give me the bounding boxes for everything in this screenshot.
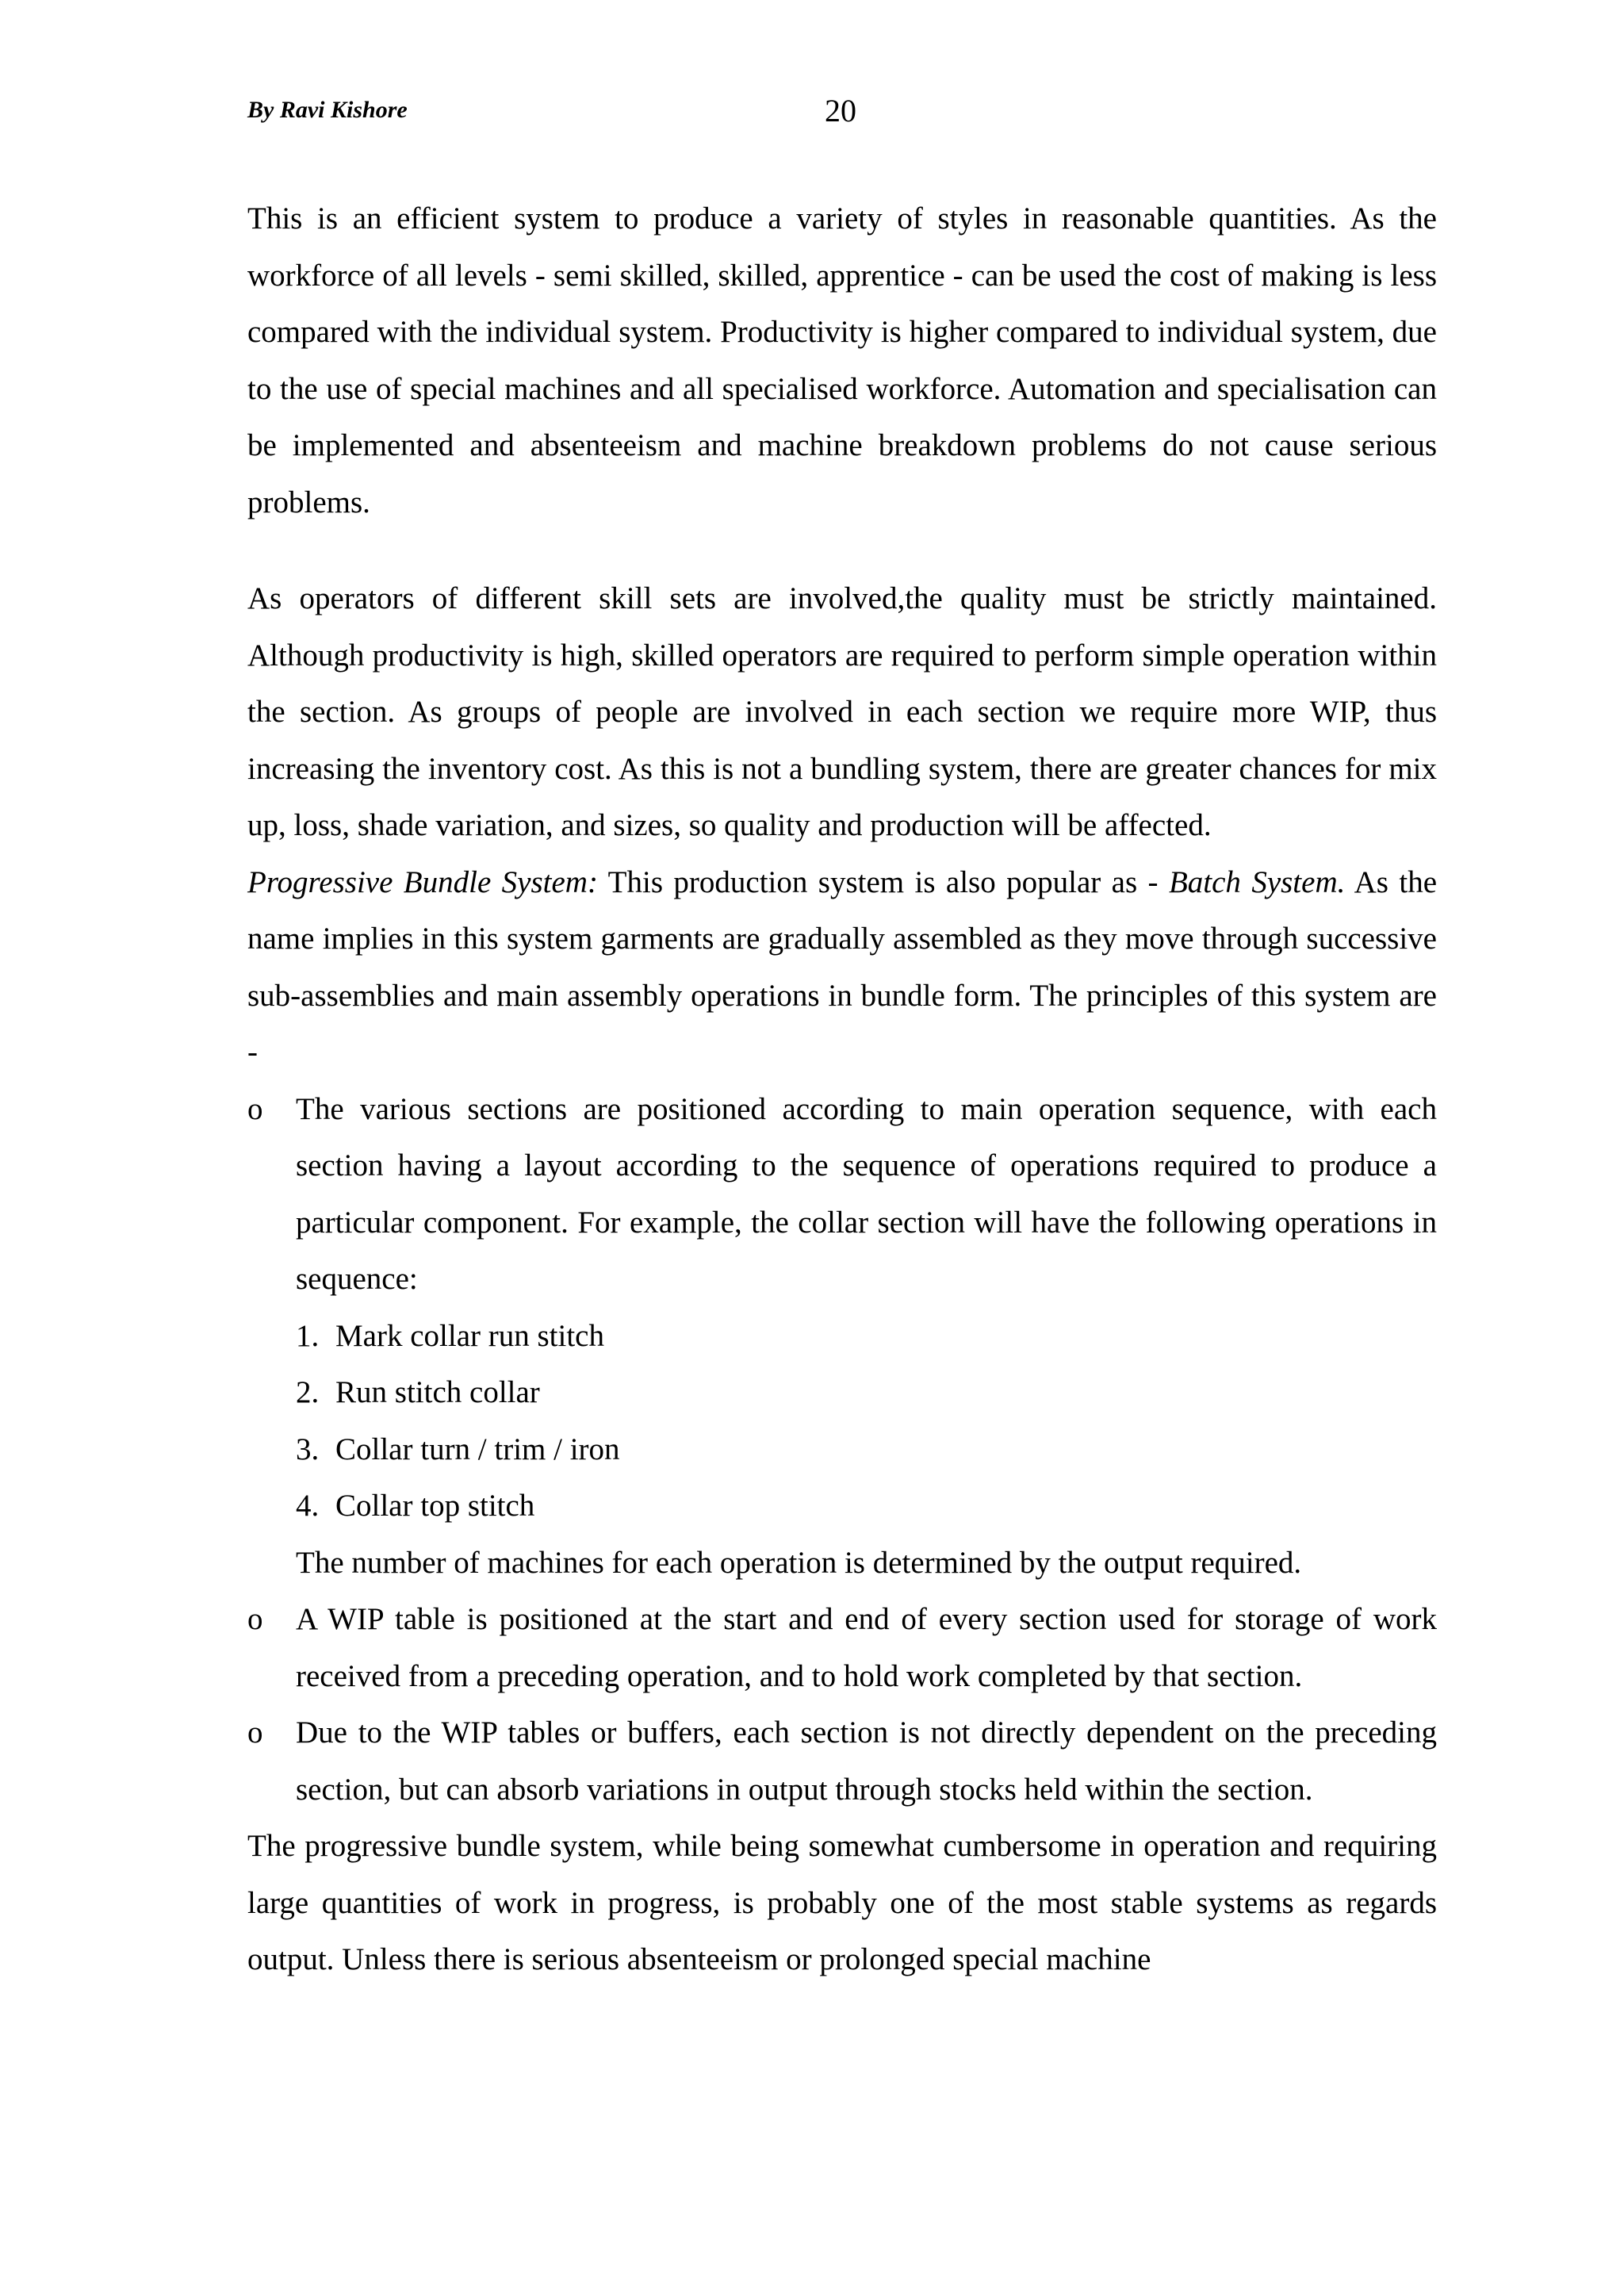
paragraph-progressive-bundle: [247, 854, 1437, 1081]
bullet-text: Due to the WIP tables or buffers, each section is not directly dependent on the preceding section, but can absorb variations in output through stocks held within the section.: [296, 1715, 1437, 1807]
bullet-sections-text: The various sections are positioned according to main operation sequence, with each section having a layout according to the sequence of operations required to produce a particular component. For example, the collar section will have the following operations in sequence:: [296, 1091, 1437, 1296]
bullet-mark: o: [247, 1715, 263, 1750]
header-author: By Ravi Kishore: [247, 97, 408, 123]
bullet-item-sections: [247, 1081, 1437, 1592]
paragraph-efficiency: This is an efficient system to produce a variety of styles in reasonable quantities. As the workforce of all levels - semi skilled, skilled, apprentice - can be used the cost of making is less compared with the individual system. Productivity is higher compared to individual system, due to the use of special machines and all specialised workforce. Automation and specialisation can be implemented and absenteeism and machine breakdown problems do not cause serious problems.: [247, 201, 1437, 519]
list-item-number: 3.: [296, 1432, 320, 1466]
list-item-number: 1.: [296, 1318, 320, 1353]
list-item-number: 2.: [296, 1375, 320, 1409]
list-item-text: Mark collar run stitch: [335, 1318, 604, 1353]
page-number: 20: [825, 93, 856, 128]
list-item-text: Collar top stitch: [335, 1489, 535, 1523]
bullet-mark: o: [247, 1091, 263, 1126]
paragraph-gap: [247, 531, 1437, 570]
paragraph-quality: As operators of different skill sets are involved,the quality must be strictly maintained. Although productivity is high, skilled operators are required to perform simple operation within the section. As groups of people are involved in each section we require more WIP, thus increasing the inventory cost. As this is not a bundling system, there are greater chances for mix up, loss, shade variation, and sizes, so quality and production will be affected.: [247, 581, 1437, 842]
section-heading-progressive-bundle: Progressive Bundle System:: [247, 864, 598, 899]
bullet-sections-after: The number of machines for each operation is determined by the output required.: [296, 1545, 1302, 1580]
bullet-text: A WIP table is positioned at the start and end of every section used for storage of work received from a preceding operation, and to hold work completed by that section.: [296, 1602, 1437, 1693]
list-item-text: Run stitch collar: [335, 1375, 540, 1409]
paragraph-progressive-bundle-text-1: This production system is also popular as -: [597, 864, 1169, 899]
bullet-item-wip-table: [247, 1591, 1437, 1704]
paragraph-stability: The progressive bundle system, while being somewhat cumbersome in operation and requiring large quantities of work in progress, is probably one of the most stable systems as regards output. Unless there is serious absenteeism or prolonged special machine: [247, 1829, 1437, 1976]
bullet-text: [296, 1081, 1437, 1592]
bullet-item-buffers: [247, 1704, 1437, 1818]
paragraph-progressive-bundle-text-2: As the name implies in this system garments are gradually assembled as they move through successive sub-assemblies and main assembly operations in bundle form. The principles of this system are -: [247, 864, 1438, 1069]
list-item-number: 4.: [296, 1489, 320, 1523]
list-item-text: Collar turn / trim / iron: [335, 1432, 620, 1466]
list-item: [296, 1364, 1437, 1421]
list-item: [296, 1421, 1437, 1478]
list-item: [296, 1478, 1437, 1535]
collar-operations-list: [296, 1308, 1437, 1535]
list-item: [296, 1308, 1437, 1365]
term-batch-system: Batch System.: [1168, 864, 1346, 899]
bullet-mark: o: [247, 1602, 263, 1636]
body-content: [247, 190, 1437, 1988]
